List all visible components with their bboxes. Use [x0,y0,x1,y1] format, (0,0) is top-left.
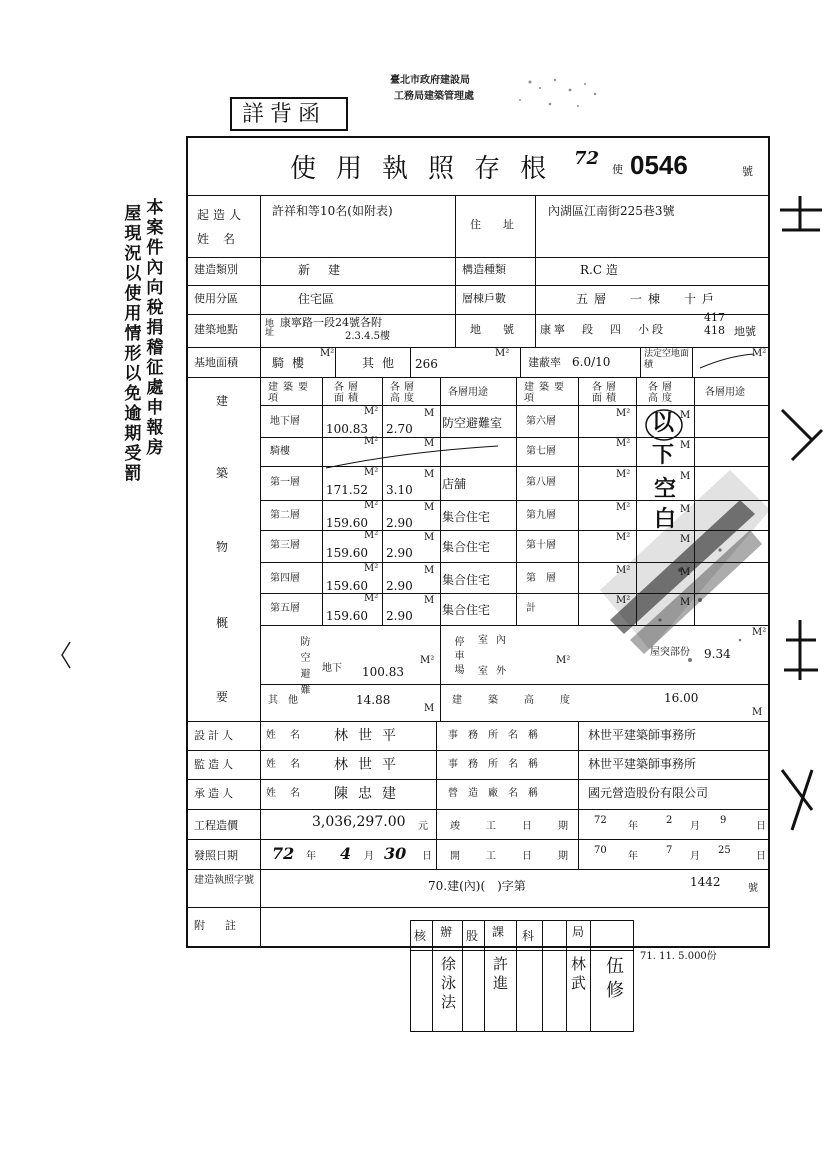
floor-area-unit-right: M² [616,469,631,480]
floor-height-unit: M [424,469,435,480]
person-name: 林世平 [334,757,406,773]
approval-cell: 課 [492,925,505,939]
lot-label: 地號 [470,323,536,336]
header-area-right: 各層面積 [592,382,620,404]
done-label: 竣工日期 [450,821,594,832]
floor-item-right: 第七層 [526,446,556,457]
approval-signer: 許進 [491,956,509,994]
floor-item-right: 第八層 [526,477,556,488]
floor-height-unit: M [424,438,435,449]
roof-unit: M² [752,627,767,638]
kind-label: 建造類別 [194,263,238,276]
title-char: 照 [428,154,457,184]
legal-space-slash-icon [698,350,758,374]
done-month: 2 [666,815,673,826]
floor-height-unit: M [424,595,435,606]
floor-area-unit: M² [364,436,379,447]
floor-area-unit-right: M² [616,438,631,449]
use-zone: 住宅區 [298,292,335,306]
air-raid-label: 防空避難 [298,636,309,700]
person-name-label: 姓名 [266,788,314,799]
floor-area-unit-right: M² [616,502,631,513]
form-title [290,148,548,185]
applicant-address: 內湖區江南街225巷3號 [548,204,675,218]
issue-day-unit: 日 [422,851,432,862]
building-kind: 新建 [298,263,359,277]
floor-area-unit: M² [364,406,379,417]
blank-char: 下 [652,442,675,468]
floor-item-right: 計 [526,603,536,614]
person-name-label: 姓名 [266,730,314,741]
cost-label: 工程造價 [194,819,238,832]
stamp-line-1: 臺北市政府建設局 [390,75,470,86]
struct-label: 構造種類 [462,263,506,276]
floor-item-right: 第十層 [526,540,556,551]
margin-mark-icon [56,640,76,670]
floor-area-unit: M² [364,593,379,604]
approval-cell: 辦 [440,925,453,939]
floor-item: 第三層 [270,540,300,551]
floor-item: 第五層 [270,603,300,614]
start-day: 25 [718,845,731,856]
floor-height-unit-right: M [680,471,691,482]
serial-suffix: 號 [742,165,753,178]
other-area-label: 其他 [268,695,308,706]
grid-line [260,750,261,780]
floor-use: 防空避難室 [442,416,503,430]
done-month-unit: 月 [690,821,700,832]
grid-line [578,779,579,809]
approval-cell: 股 [466,929,479,943]
floor-height: 2.90 [386,609,413,623]
header-item-left: 建築要項 [268,382,313,404]
floors-label: 層棟戶數 [462,292,506,305]
header-item-right: 建築要項 [524,382,569,404]
grid-line [186,750,770,751]
floor-use: 店舖 [442,477,467,491]
lot-suffix: 地號 [734,325,756,338]
grid-line [436,750,437,780]
floor-height-unit-right: M [680,440,691,451]
start-year: 70 [594,845,607,856]
address-label: 住址 [470,218,536,231]
grid-line [436,721,437,751]
title-char: 根 [520,154,549,184]
grid-line [578,721,579,751]
underground-label: 地下 [322,663,342,674]
floor-area: 171.52 [326,483,368,497]
person-org-label: 營造廠名稱 [448,788,548,799]
done-year: 72 [594,815,607,826]
side-char: 概 [216,616,229,630]
site-addr-small-label: 地址 [263,318,273,336]
floor-height: 3.10 [386,483,413,497]
issue-day: 30 [384,844,407,863]
structure-type: R.C 造 [580,263,618,277]
approval-footer-note: 71. 11. 5.000份 [640,951,717,962]
floor-area-unit: M² [364,563,379,574]
floor-height-unit-right: M [680,504,691,515]
approval-cell: 核 [414,929,427,943]
height-unit: M [752,707,763,718]
done-year-unit: 年 [628,821,638,832]
qilou-unit: M² [320,348,335,359]
floor-height-unit-right: M [680,534,691,545]
side-note-col-2: 屋現況以使用情形以免逾期受罰 [120,204,141,484]
permit-text: 70.建(內)( )字第 [428,879,526,893]
blank-char: 白 [654,506,677,532]
floor-item: 第四層 [270,573,300,584]
person-org-label: 事務所名稱 [448,759,548,770]
ink-smudge-icon [540,470,780,710]
grid-line [260,437,770,438]
indoor-label: 室內 [478,635,514,646]
roof-value: 9.34 [704,647,731,661]
person-org-label: 事務所名稱 [448,730,548,741]
year-number: 72 [574,148,600,169]
height-label: 建築高度 [452,695,596,706]
underground-unit: M² [420,655,435,666]
blank-circle-icon [642,408,686,448]
person-name: 林世平 [334,728,406,744]
floor-area-unit-right: M² [616,565,631,576]
other-area-value: 14.88 [356,693,391,707]
floor-item-right: 第九層 [526,510,556,521]
floor-area-unit-right: M² [616,595,631,606]
applicant-name: 許祥和等10名(如附表) [272,204,393,218]
grid-line [382,377,383,625]
site-label: 建築地點 [194,323,238,336]
grid-line [260,721,261,751]
top-official-stamp [380,70,610,120]
floor-use: 集合住宅 [442,510,491,524]
issue-month: 4 [340,844,352,863]
title-char: 存 [474,154,503,184]
title-char: 執 [382,154,411,184]
issue-month-unit: 月 [364,851,374,862]
grid-line [322,377,323,625]
side-char: 建 [216,394,229,408]
floor-area-unit: M² [364,530,379,541]
floor-use: 集合住宅 [442,573,491,587]
floor-height: 2.70 [386,422,413,436]
issue-year: 72 [272,844,295,863]
legal-space-label: 法定空地面積 [644,349,690,370]
use-prefix: 使 [612,163,623,176]
qilou-label: 騎樓 [272,356,313,370]
start-month-unit: 月 [690,851,700,862]
parking-label: 停車場 [452,636,463,678]
floor-area: 100.83 [326,422,368,436]
cost-value: 3,036,297.00 [312,814,406,830]
stamp-line-2: 工務局建築管理處 [394,91,474,102]
issue-label: 發照日期 [194,849,238,862]
done-day: 9 [720,815,727,826]
floor-item: 地下層 [270,416,300,427]
floor-item-right: 第六層 [526,416,556,427]
approval-cell: 科 [522,929,535,943]
floor-height: 2.90 [386,546,413,560]
other-label: 其他 [362,356,403,370]
grid-line [516,377,517,625]
side-char: 物 [216,540,229,554]
grid-line [186,779,770,780]
header-use-right: 各層用途 [705,387,745,398]
category-box-text: 詳背函 [242,102,327,127]
person-org: 林世平建築師事務所 [588,728,697,742]
permit-number: 1442 [690,875,721,889]
coverage-label: 建蔽率 [528,356,561,369]
side-note-col-1: 本案件內向稅捐稽征處申報房 [142,198,163,458]
lot-description: 康寧 段 四 小段 [540,323,666,336]
grid-line [260,779,261,809]
side-char: 要 [216,690,229,704]
applicant-label: 起造人 [197,208,246,222]
permit-suffix: 號 [748,883,758,894]
title-char: 使 [290,154,319,184]
floor-height-unit: M [424,502,435,513]
issue-year-unit: 年 [306,851,316,862]
grid-line [440,377,441,721]
person-role: 設計人 [194,729,236,742]
approval-signer: 伍修 [603,956,624,1004]
other-value: 266 [415,357,438,371]
person-org: 國元營造股份有限公司 [588,786,709,800]
floor-height-unit-right: M [680,597,691,608]
height-value: 16.00 [664,691,699,705]
grid-line [260,405,770,406]
floor-area-unit-right: M² [616,532,631,543]
floor-area: 159.60 [326,579,368,593]
other-unit: M² [495,348,510,359]
grid-line [436,779,437,809]
permit-label: 建造執照字號 [194,875,254,886]
zone-label: 使用分區 [194,292,238,305]
floor-use: 集合住宅 [442,540,491,554]
roof-label: 屋突部份 [650,647,690,658]
person-name: 陳忠建 [334,786,406,802]
floor-item: 騎樓 [270,446,290,457]
floors-value: 五層 一棟 十戶 [576,292,721,306]
start-year-unit: 年 [628,851,638,862]
person-role: 承造人 [194,787,236,800]
person-role: 監造人 [194,758,236,771]
floor-use: 集合住宅 [442,603,491,617]
underground-area: 100.83 [362,665,404,679]
legal-space-unit: M² [752,348,767,359]
lot-numbers: 417 418 [704,311,725,338]
floor-item: 第二層 [270,510,300,521]
blank-char: 以 [652,410,675,436]
floor-height-unit-right: M [680,410,691,421]
cost-unit: 元 [418,821,428,832]
floor-area: 159.60 [326,609,368,623]
title-char: 用 [336,154,365,184]
attach-label: 附註 [194,919,256,932]
outdoor-label: 室外 [478,666,514,677]
side-char: 築 [216,466,229,480]
header-area-left: 各層面積 [334,382,362,404]
floor-height-unit: M [424,408,435,419]
site-area-label: 基地面積 [194,356,238,369]
floor-height: 2.90 [386,579,413,593]
floor-area-unit-right: M² [616,408,631,419]
floor-height-unit: M [424,565,435,576]
floor-area: 159.60 [326,516,368,530]
site-floors: 2.3.4.5樓 [345,331,390,342]
start-day-unit: 日 [756,851,766,862]
person-name-label: 姓名 [266,759,314,770]
site-road: 康寧路一段24號各附 [280,316,382,329]
header-use-left: 各層用途 [448,387,488,398]
parking-unit: M² [556,655,571,666]
floor-item: 第一層 [270,477,300,488]
category-box [230,97,348,131]
start-label: 開工日期 [450,851,594,862]
floor-area: 159.60 [326,546,368,560]
blank-char: 空 [654,476,677,502]
grid-line [260,377,261,721]
coverage-value: 6.0/10 [572,355,611,369]
floor-area-unit: M² [364,500,379,511]
grid-line [578,750,579,780]
done-day-unit: 日 [756,821,766,832]
floor-item-right: 第 層 [526,573,556,584]
start-month: 7 [666,845,673,856]
right-edge-marks-icon [772,190,832,850]
qilou-slash-icon [322,442,502,472]
approval-signer: 徐泳法 [439,956,457,1013]
other-area-unit: M [424,703,435,714]
serial-number: 0546 [630,150,688,180]
person-org: 林世平建築師事務所 [588,757,697,771]
floor-height: 2.90 [386,516,413,530]
applicant-name-label: 姓名 [197,232,250,246]
approval-signer: 林武 [569,956,587,994]
header-height-left: 各層高度 [390,382,418,404]
approval-cell: 局 [572,925,585,939]
floor-area-unit: M² [364,467,379,478]
floor-height-unit: M [424,532,435,543]
stamp-smudge-icon [380,70,610,120]
grid-line [186,721,770,722]
header-height-right: 各層高度 [648,382,676,404]
